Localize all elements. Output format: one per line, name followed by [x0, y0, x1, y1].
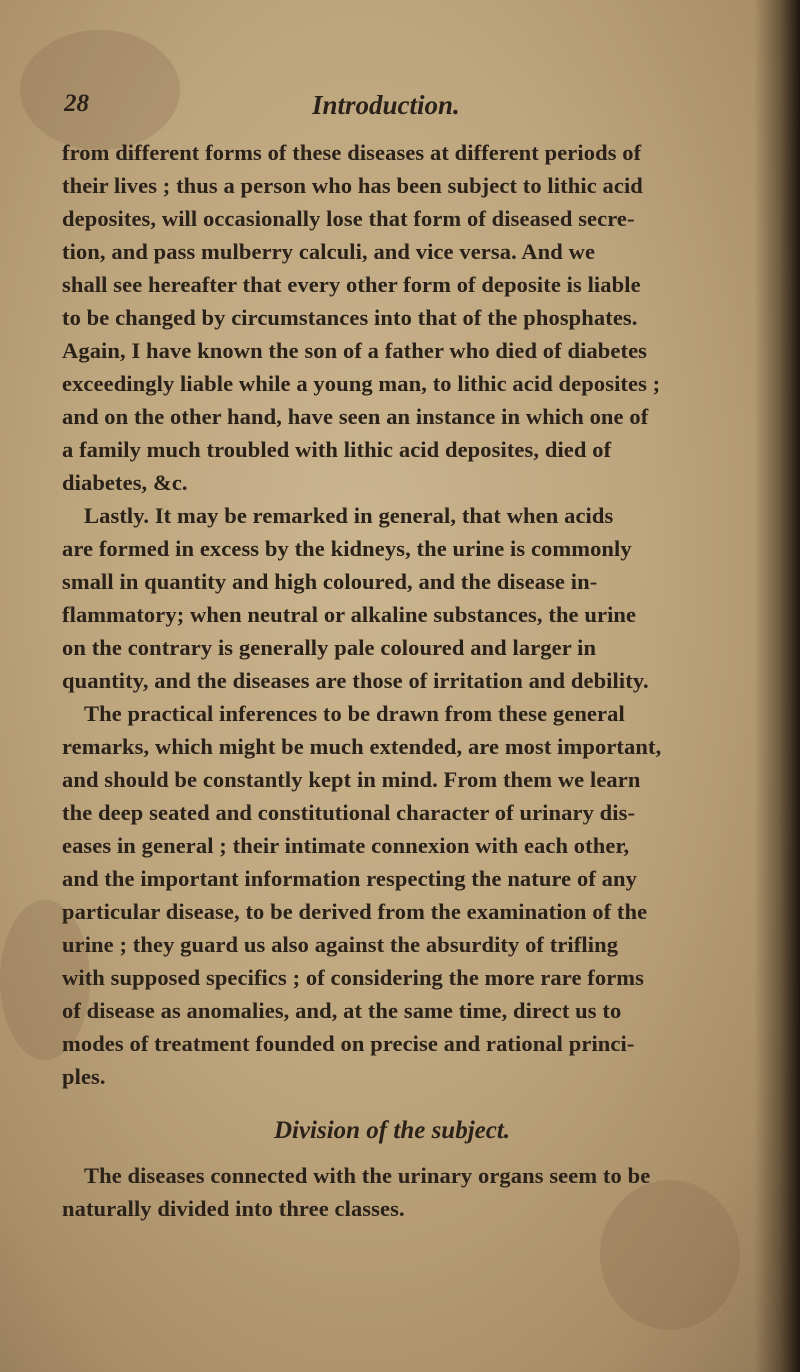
paragraph-2	[62, 499, 732, 697]
paragraph-4	[62, 1159, 732, 1225]
text-line: deposites, will occasionally lose that form of diseased secre-	[62, 206, 635, 231]
text-line: particular disease, to be derived from the examination of the	[62, 899, 648, 924]
text-line: shall see hereafter that every other form of deposite is liable	[62, 272, 641, 297]
text-line: urine ; they guard us also against the absurdity of trifling	[62, 932, 619, 957]
text-line: The practical inferences to be drawn from these general	[84, 701, 625, 726]
text-line: and the important information respecting the nature of any	[62, 866, 637, 891]
text-line: of disease as anomalies, and, at the same time, direct us to	[62, 998, 622, 1023]
text-line: Again, I have known the son of a father who died of diabetes	[62, 338, 648, 363]
text-line: tion, and pass mulberry calculi, and vice versa. And we	[62, 239, 596, 264]
text-line: diabetes, &c.	[62, 470, 188, 495]
text-line: remarks, which might be much extended, are most important,	[62, 734, 662, 759]
section-heading: Division of the subject.	[273, 1117, 511, 1144]
text-line: modes of treatment founded on precise and rational princi-	[62, 1031, 635, 1056]
text-line: quantity, and the diseases are those of irritation and debility.	[62, 668, 649, 693]
paragraph-1	[62, 136, 732, 499]
paragraph-3	[62, 697, 732, 1093]
text-line: are formed in excess by the kidneys, the urine is commonly	[62, 536, 632, 561]
page-gutter-shadow	[754, 0, 800, 1372]
text-line: their lives ; thus a person who has been subject to lithic acid	[62, 173, 643, 198]
text-line: exceedingly liable while a young man, to lithic acid deposites ;	[62, 371, 661, 396]
page-number: 28	[64, 90, 89, 117]
text-line: small in quantity and high coloured, and the disease in-	[62, 569, 598, 594]
text-line: a family much troubled with lithic acid deposites, died of	[62, 437, 612, 462]
text-line: flammatory; when neutral or alkaline substances, the urine	[62, 602, 637, 627]
running-title: Introduction.	[312, 90, 460, 120]
text-line: naturally divided into three classes.	[62, 1196, 405, 1221]
text-line: ples.	[62, 1064, 106, 1089]
text-line: and should be constantly kept in mind. From them we learn	[62, 767, 641, 792]
text-line: The diseases connected with the urinary organs seem to be	[84, 1163, 651, 1188]
text-line: and on the other hand, have seen an instance in which one of	[62, 404, 649, 429]
page-header	[62, 90, 732, 136]
text-line: with supposed specifics ; of considering the more rare forms	[62, 965, 644, 990]
text-line: to be changed by circumstances into that of the phosphates.	[62, 305, 638, 330]
text-line: from different forms of these diseases at different periods of	[62, 140, 642, 165]
book-page	[62, 90, 732, 1225]
text-line: on the contrary is generally pale coloured and larger in	[62, 635, 597, 660]
text-line: the deep seated and constitutional character of urinary dis-	[62, 800, 636, 825]
text-line: Lastly. It may be remarked in general, that when acids	[84, 503, 614, 528]
text-line: eases in general ; their intimate connexion with each other,	[62, 833, 630, 858]
